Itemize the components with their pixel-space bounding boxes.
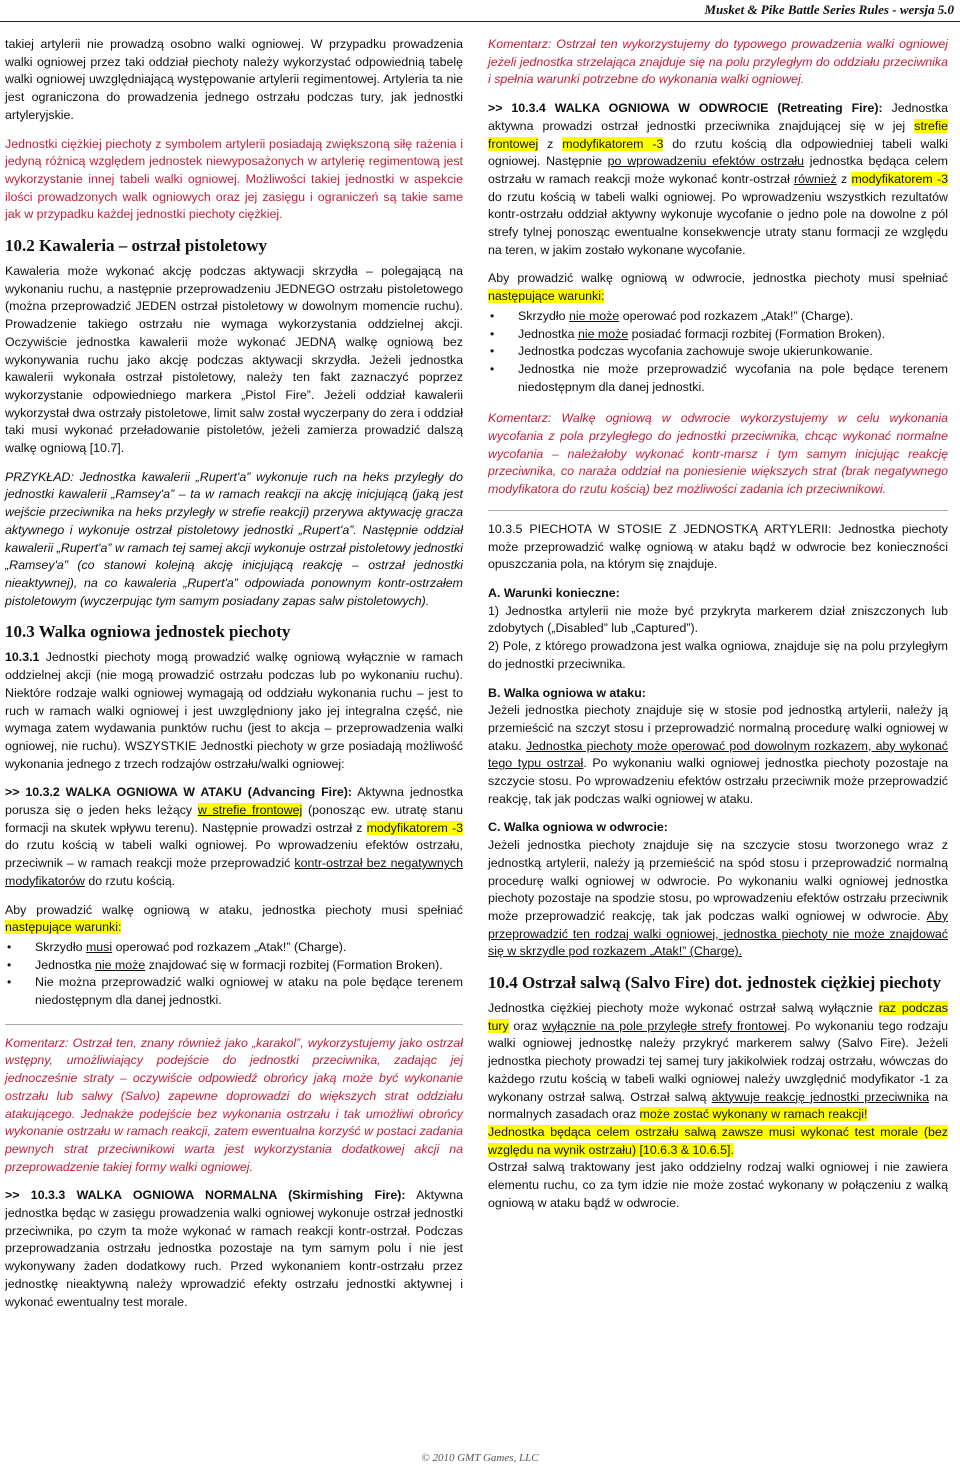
- text: operować pod rozkazem „Atak!” (Charge).: [112, 939, 347, 954]
- paragraph: Ostrzał salwą traktowany jest jako oddzielny rodzaj walki ogniowej i nie zawiera elementu ruchu, co za tym idzie nie może zostać wykonany w połączeniu z walką ogniową w ataku bądź w odwrocie.: [488, 1160, 948, 1210]
- section-heading-10-2: 10.2 Kawaleria – ostrzał pistoletowy: [5, 236, 268, 256]
- list-item: • Nie można przeprowadzić walki ogniowej w ataku na pole będące terenem niedostępnym dla danej jednostki.: [35, 974, 463, 1009]
- subheading: C. Walka ogniowa w odwrocie:: [488, 820, 668, 835]
- underlined-text: wyłącznie na pole przyległe strefy frontowej: [542, 1018, 788, 1033]
- page-footer: © 2010 GMT Games, LLC: [421, 1452, 539, 1464]
- text: operować pod rozkazem „Atak!” (Charge).: [619, 308, 854, 323]
- paragraph: [488, 1124, 948, 1159]
- list-item: [518, 326, 948, 344]
- underlined-text: Jednostka piechoty może operować pod dowolnym rozkazem, aby wykonać tego typu ostrzał: [488, 738, 948, 771]
- underlined-text: po wprowadzeniu efektów ostrzału: [607, 154, 804, 169]
- conditions-list: [5, 939, 463, 1010]
- text: oraz: [508, 1018, 543, 1033]
- comment-paragraph: Komentarz: Ostrzał ten, znany również jako „karakol”, wykorzystujemy jako ostrzał wstępny, umożliwiający podejście do jednostki przeciwnika, zadając jej jednocześnie straty – oczywiście odpowiedź obrońcy jaką może być wykonanie ostrzału lub salwy (Salvo) zapewne doprowadzi do większych strat oddziału atakującego. Jednakże podejście bez wykonania ostrzału i tak umożliwi obrońcy wykonanie ostrzału w ramach reakcji, zatem ewentualna korzyść w postaci zadania pewnych strat przeciwnikowi warta jest wykorzystania dodatkowej akcji na przeprowadzenie takiej formy walki ogniowej.: [5, 1024, 463, 1177]
- header-divider: [0, 21, 960, 22]
- text: Skrzydło: [35, 939, 86, 954]
- right-column: [488, 36, 948, 1223]
- highlight: Jednostka będąca celem ostrzału salwą zawsze musi wykonać test morale (bez względu na wynik ostrzału) [10.6.3 & 10.6.5].: [488, 1124, 948, 1157]
- section-heading-10-3: 10.3 Walka ogniowa jednostek piechoty: [5, 622, 291, 642]
- text: do rzutu kością w tabeli walki ogniowej. Po wprowadzeniu wszystkich rezultatów kontr-ostrzału oddział aktywny wykonuje wycofanie o jedno pole na dowolne z pól strefy tylnej ponosząc ewentualne konsekwencje utraty stanu formacji ze względu na teren, w jakim zostało wykonane wycofanie.: [488, 189, 948, 257]
- text: . Po wykonaniu walki ogniowej jednostka piechoty pozostaje na szczycie stosu. Po wprowadzeniu efektów ostrzału przeciwnik może przeprowadzić reakcję, tak jak podczas walki ogniowej w ataku.: [488, 756, 948, 806]
- rule-heading: >> 10.3.4 WALKA OGNIOWA W ODWROCIE (Retreating Fire):: [488, 101, 883, 116]
- section-heading-10-4: 10.4 Ostrzał salwą (Salvo Fire) dot. jednostek ciężkiej piechoty: [488, 973, 941, 993]
- text: (ponosząc ew. utratę stanu formacji na skutek wpływu terenu). Następnie prowadzi ostrzał z: [5, 803, 464, 835]
- paragraph: [5, 784, 463, 890]
- paragraph: takiej artylerii nie prowadzą osobno walki ogniowej. W przypadku prowadzenia walki ogniowej przez taki oddział piechoty należy wykorzystać odpowiednią tabelę walki ogniowej uwzględniającą występowanie artylerii regimentowej. Artyleria ta nie jest ograniczona do prowadzenia jednego ostrzału podczas tury, jak jednostki artyleryjskie.: [5, 37, 463, 122]
- paragraph: [488, 100, 948, 259]
- text: jednostka będąca celem ostrzału w ramach reakcji może wykonać kontr-ostrzał: [488, 154, 949, 186]
- text: Jednostka: [35, 957, 95, 972]
- paragraph: [5, 902, 463, 937]
- paragraph: [488, 837, 948, 961]
- text: Skrzydło: [518, 308, 569, 323]
- text: Jednostka ciężkiej piechoty może wykonać ostrzał salwą wyłącznie: [488, 1001, 879, 1016]
- subheading: A. Warunki konieczne:: [488, 585, 620, 600]
- text: Aby prowadzić walkę ogniową w ataku, jednostka piechoty musi spełniać: [5, 902, 463, 917]
- text: Aktywna jednostka porusza się o jeden heks leżący: [5, 785, 463, 818]
- highlight: modyfikatorem -3: [366, 820, 463, 835]
- text: Aktywna jednostka będąc w zasięgu prowadzenia walki ogniowej wykonuje ostrzał jednostki przeciwnika, po czym ta może wykonać w ramach reakcji kontr-ostrzał. Podczas przeprowadzania ostrzału jednostka pozostaje na tym samym polu i nie jest wykonywany żaden dodatkowy ruch. Przed wykonaniem kontr-ostrzału przez jednostkę nieaktywną należy wprowadzić efekty ostrzału jednostki aktywnej i wykonać ewentualny test morale.: [5, 1188, 463, 1309]
- list-item: [518, 308, 948, 326]
- paragraph: [5, 649, 463, 773]
- highlight: może zostać wykonany w ramach reakcji!: [639, 1107, 868, 1122]
- list-item: [35, 957, 463, 975]
- rule-heading: >> 10.3.2 WALKA OGNIOWA W ATAKU (Advancing Fire):: [5, 785, 353, 800]
- text: do rzutu kością dla odpowiedniej tabeli walki ogniowej. Następnie: [488, 136, 948, 169]
- highlight: strefie frontowej: [488, 118, 948, 151]
- text: Jeżeli jednostka piechoty znajduje się w stosie pod jednostką artylerii, należy ją przemieścić na szczyt stosu i przeprowadzić normalną procedurę walki ogniowej w ataku.: [488, 703, 948, 753]
- highlight: modyfikatorem -3: [851, 171, 948, 186]
- text: do rzutu kością w tabeli walki ogniowej. Po wprowadzeniu efektów ostrzału, przeciwnik – w ramach reakcji może przeprowadzić: [5, 838, 463, 871]
- left-column: [5, 36, 463, 1322]
- highlight: w strefie frontowej: [197, 803, 303, 818]
- underlined-text: również: [794, 171, 837, 186]
- text: Aby prowadzić walkę ogniową w odwrocie, jednostka piechoty musi spełniać: [488, 271, 948, 286]
- paragraph: Kawaleria może wykonać akcję podczas aktywacji skrzydła – polegającą na wykonaniu ruchu, a następnie przeprowadzeniu JEDNEGO ostrzału pistoletowego (można przeprowadzić JEDEN ostrzał pistoletowy w dowolnym momencie ruchu). Prowadzenie takiego ostrzału nie wymaga wykorzystania oddzielnej akcji. Oczywiście jednostka kawalerii może wykonać JEDNĄ walkę ogniową bez wykonywania ruchu jako akcję podczas aktywacji skrzydła. Jeżeli jednostka kawalerii wykonała ostrzał pistoletowy, należy ten fakt zaznaczyć poprzez wykorzystanie odpowiedniego markera „Pistol Fire”. Jeżeli oddział kawalerii wykorzystał dwa ostrzały pistoletowe, limit salw został wyczerpany do zera i oddział taki musi wykonać przeładowanie pistoletów, jeżeli zamierza prowadzić dalszą walkę ogniową [10.7].: [5, 264, 463, 456]
- comment-paragraph: Komentarz: Walkę ogniową w odwrocie wykorzystujemy w celu wykonania wycofania z pola przyległego do jednostki przeciwnika, chcąc wykonać normalne wycofania – należałoby wykonać kontr-marsz i tym samym inicjując reakcję przeciwnika, co naraża oddział na poniesienie większych strat (brak negatywnego modyfikatora do rzutu kością) bez możliwości zadania ich przeciwnikowi.: [488, 411, 948, 497]
- text: posiadać formacji rozbitej (Formation Broken).: [628, 326, 886, 341]
- conditions-list: [488, 308, 948, 397]
- highlight: następujące warunki:: [5, 920, 122, 935]
- list-item: • Jednostka nie może przeprowadzić wycofania na pole będące terenem niedostępnym dla danej jednostki.: [518, 361, 948, 396]
- highlight: raz podczas tury: [488, 1001, 948, 1033]
- underlined-text: Aby przeprowadzić ten rodzaj walki ogniowej, jednostka piechoty nie może znajdować się w skrzydle pod rozkazem „Atak!” (Charge).: [488, 908, 948, 959]
- underlined-text: musi: [85, 939, 113, 954]
- paragraph: 1) Jednostka artylerii nie może być przykryta markerem dział zniszczonych lub zdobytych („Disabled” lub „Captured”).: [488, 603, 948, 636]
- text: Jeżeli jednostka piechoty znajduje się na szczycie stosu tworzonego wraz z jednostką artylerii, należy ją przemieścić na spód stosu i przeprowadzić normalną procedurę walki ogniowej w odwrocie. Po wykonaniu walki ogniowej jednostka piechoty pozostaje na spodzie stosu, po wprowadzeniu efektów ostrzału przeciwnik może przeprowadzić reakcję, tak jak podczas walki ogniowej w odwrocie.: [488, 838, 948, 923]
- paragraph: [488, 270, 948, 305]
- comment-paragraph: Komentarz: Ostrzał ten wykorzystujemy do typowego prowadzenia walki ogniowej jeżeli jednostka strzelająca znajduje się na polu przyległym do oddziału przeciwnika i spełnia warunki potrzebne do wykonania walki ogniowej.: [488, 37, 948, 87]
- highlight: następujące warunki:: [488, 289, 605, 304]
- text: Jednostka: [518, 326, 578, 341]
- text: z: [836, 171, 852, 186]
- paragraph: [488, 1000, 948, 1124]
- rule-number: 10.3.1: [5, 650, 40, 665]
- underlined-text: aktywuje reakcję jednostki przeciwnika: [711, 1089, 929, 1104]
- list-item: [35, 939, 463, 957]
- paragraph: 2) Pole, z którego prowadzona jest walka ogniowa, znajduje się na polu przyległym do jednostki przeciwnika.: [488, 639, 948, 671]
- underlined-text: nie może: [94, 957, 146, 972]
- paragraph: 10.3.5 PIECHOTA W STOSIE Z JEDNOSTKĄ ARTYLERII: Jednostka piechoty może przeprowadzić walkę ogniową w ataku bądź w odwrocie bez konieczności opuszczania pola, na którym się znajduje.: [488, 521, 948, 572]
- page-header: Musket & Pike Battle Series Rules - wersja 5.0: [704, 2, 954, 17]
- text: Jednostka aktywna prowadzi ostrzał jednostki przeciwnika znajdującej się w jej: [488, 101, 948, 133]
- highlight: modyfikatorem -3: [562, 136, 664, 151]
- list-item: • Jednostka podczas wycofania zachowuje swoje ukierunkowanie.: [518, 343, 948, 361]
- underlined-text: nie może: [568, 308, 620, 323]
- red-paragraph: Jednostki ciężkiej piechoty z symbolem artylerii posiadają zwiększoną siłę rażenia i jedyną różnicą względem jednostek niewyposażonych w artylerię regimentową jest wykorzystanie innej tabeli walki ogniowej. Możliwości takiej jednostki w aspekcie ilości prowadzonych walk ogniowych oraz jej zasięgu i ograniczeń są takie same jak w przypadku każdej jednostki piechoty ciężkiej.: [5, 136, 463, 222]
- underlined-text: nie może: [577, 326, 629, 341]
- subheading: B. Walka ogniowa w ataku:: [488, 685, 646, 700]
- text: znajdować się w formacji rozbitej (Formation Broken).: [145, 957, 443, 972]
- text: Jednostki piechoty mogą prowadzić walkę ogniową wyłącznie w ramach oddzielnej akcji (nie mogą prowadzić ostrzału podczas lub po wykonaniu ruchu). Niektóre rodzaje walki ogniowej wymagają od oddziału wykonania ruchu – jest to ruch w ramach walki ogniowej i jest uwzględniony jako jej integralna część, nie wymaga zatem wydawania punktów ruchu (jest to akcja – przeprowadzenia walki ogniowej, nie ruchu). WSZYSTKIE Jednostki piechoty w grze posiadają możliwość wykonania jednego z trzech rodzajów ostrzału/walki ogniowej:: [5, 650, 463, 771]
- artillery-stack-box: [488, 510, 948, 961]
- text: . Po wykonaniu tego rodzaju walki ogniowej jednostkę należy przykryć markerem salwy (Salvo Fire). Jeżeli jednostka piechoty prowadzi tej samej tury jakikolwiek rodzaj ostrzału, wówczas do każdego rzutu kością w tabeli walki ogniowej należy uwzględnić modyfikator -1 za wykonany ostrzał salwą. Ostrzał salwą: [488, 1018, 948, 1104]
- paragraph: [488, 702, 948, 808]
- text: do rzutu kością.: [84, 873, 176, 888]
- paragraph: [5, 1187, 463, 1311]
- rule-heading: >> 10.3.3 WALKA OGNIOWA NORMALNA (Skirmishing Fire):: [5, 1188, 406, 1203]
- text: z: [538, 136, 563, 151]
- text: na normalnych zasadach oraz: [488, 1089, 948, 1122]
- example-paragraph: PRZYKŁAD: Jednostka kawalerii „Rupert'a” wykonuje ruch na heks przyległy do jednostki kawalerii „Ramsey'a” – ta w ramach reakcji na akcję inicjującą (jaką jest wejście przeciwnika na heks przyległy w strefie reakcji) przerywa aktywację gracza aktywnego i wykonuje ostrzał pistoletowy jednostki „Rupert'a”. Następnie oddział kawalerii „Rupert'a” w ramach tej samej akcji wykonuje ostrzał pistoletowy jednostki „Ramsey'a” (co stanowi kolejną akcję inicjującą reakcję – ostrzał jednostki nieaktywnej), na co kawaleria „Rupert'a” odpowiada ponownym kontr-ostrzałem pistoletowym (wyczerpując tym samym posiadany zapas salw pistoletowych).: [5, 469, 463, 608]
- underlined-text: kontr-ostrzał bez negatywnych modyfikatorów: [5, 856, 463, 888]
